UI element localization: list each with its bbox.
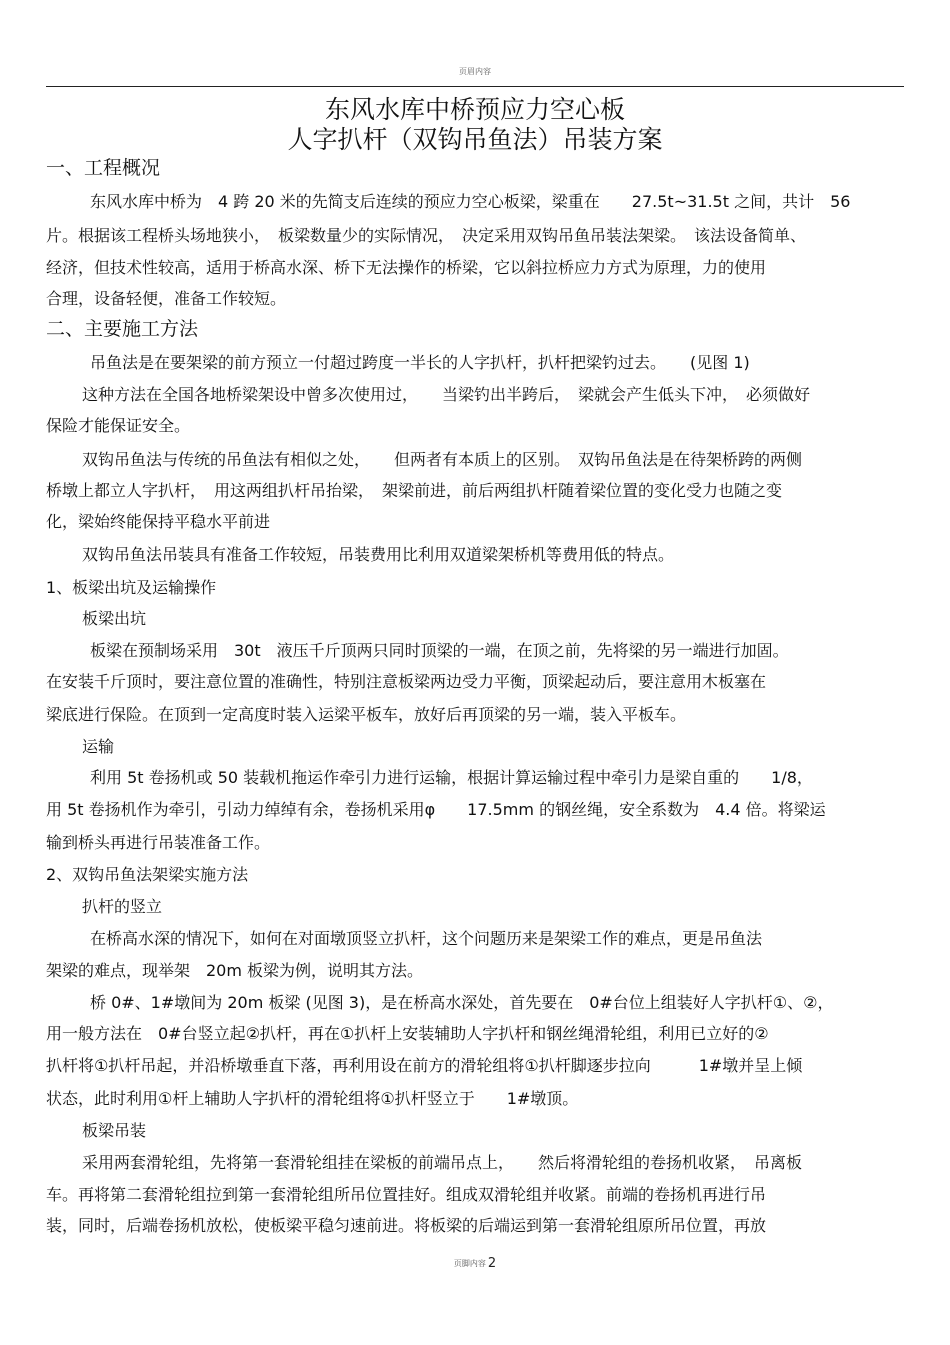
paragraph-line: 片。根据该工程桥头场地狭小， 板梁数量少的实际情况， 决定采用双钩吊鱼吊装法架梁。 该法设备简单、 [46, 226, 807, 245]
item-heading: 板梁吊装 [82, 1121, 147, 1140]
paragraph-line: 桥墩上都立人字扒杆， 用这两组扒杆吊抬梁， 架梁前进，前后两组扒杆随着梁位置的变化受力也随之变 [46, 481, 783, 500]
page-header: 页眉内容 [459, 67, 491, 76]
paragraph-line: 双钩吊鱼法与传统的吊鱼法有相似之处， 但两者有本质上的区别。 双钩吊鱼法是在待架桥跨的两侧 [82, 450, 803, 469]
paragraph-line: 装，同时，后端卷扬机放松，使板梁平稳匀速前进。将板梁的后端运到第一套滑轮组原所吊位置，再放 [46, 1216, 767, 1235]
header-divider [46, 86, 904, 87]
item-heading: 扒杆的竖立 [82, 897, 163, 916]
paragraph-line: 在安装千斤顶时，要注意位置的准确性，特别注意板梁两边受力平衡，顶梁起动后，要注意用木板塞在 [46, 672, 767, 691]
paragraph-line: 经济，但技术性较高，适用于桥高水深、桥下无法操作的桥梁，它以斜拉桥应力方式为原理，力的使用 [46, 258, 767, 277]
paragraph-line: 采用两套滑轮组，先将第一套滑轮组挂在梁板的前端吊点上， 然后将滑轮组的卷扬机收紧， 吊离板 [82, 1153, 803, 1172]
paragraph-line: 状态，此时利用①杆上辅助人字扒杆的滑轮组将①扒杆竖立于 1#墩顶。 [46, 1089, 579, 1108]
paragraph-line: 输到桥头再进行吊装准备工作。 [46, 833, 271, 852]
footer-text: 页脚内容 [453, 1259, 486, 1268]
subsection-heading: 2、双钩吊鱼法架梁实施方法 [46, 865, 249, 884]
section-heading-methods: 二、主要施工方法 [46, 318, 199, 340]
paragraph-line: 这种方法在全国各地桥梁架设中曾多次使用过， 当梁钓出半跨后， 梁就会产生低头下冲， 必须做好 [82, 385, 811, 404]
paragraph-line: 在桥高水深的情况下，如何在对面墩顶竖立扒杆，这个问题历来是架梁工作的难点，更是吊鱼法 [90, 929, 763, 948]
paragraph-line: 吊鱼法是在要架梁的前方预立一付超过跨度一半长的人字扒杆，扒杆把梁钓过去。 (见图 1) [90, 353, 750, 372]
paragraph-line: 利用 5t 卷扬机或 50 装载机拖运作牵引力进行运输，根据计算运输过程中牵引力是梁自重的 1/8， [90, 768, 813, 787]
paragraph-line: 板梁在预制场采用 30t 液压千斤顶两只同时顶梁的一端，在顶之前，先将梁的另一端进行加固。 [90, 641, 789, 660]
paragraph-line: 化，梁始终能保持平稳水平前进 [46, 512, 271, 531]
page-footer [0, 1253, 950, 1272]
paragraph-line: 车。再将第二套滑轮组拉到第一套滑轮组所吊位置挂好。组成双滑轮组并收紧。前端的卷扬机再进行吊 [46, 1185, 767, 1204]
paragraph-line: 扒杆将①扒杆吊起，并沿桥墩垂直下落，再利用设在前方的滑轮组将①扒杆脚逐步拉向 1#墩并呈上倾 [46, 1056, 803, 1075]
section-heading-overview: 一、工程概况 [46, 157, 161, 179]
document-title-line-2: 人字扒杆（双钩吊鱼法）吊装方案 [287, 125, 663, 154]
paragraph-line: 保险才能保证安全。 [46, 416, 191, 435]
page-number: 2 [487, 1256, 497, 1271]
paragraph-line: 梁底进行保险。在顶到一定高度时装入运梁平板车，放好后再顶梁的另一端，装入平板车。 [46, 705, 687, 724]
item-heading: 运输 [82, 737, 115, 756]
paragraph-line: 架梁的难点，现举架 20m 板梁为例，说明其方法。 [46, 961, 424, 980]
subsection-heading: 1、板梁出坑及运输操作 [46, 578, 217, 597]
paragraph-line: 双钩吊鱼法吊装具有准备工作较短，吊装费用比利用双道梁架桥机等费用低的特点。 [82, 545, 675, 564]
item-heading: 板梁出坑 [82, 609, 147, 628]
paragraph-line: 桥 0#、1#墩间为 20m 板梁 (见图 3)，是在桥高水深处，首先要在 0#台位上组装好人字扒杆①、②， [90, 993, 834, 1012]
paragraph-line: 东风水库中桥为 4 跨 20 米的先简支后连续的预应力空心板梁，梁重在 27.5t~31.5t 之间，共计 56 [90, 192, 851, 211]
document-title-line-1: 东风水库中桥预应力空心板 [324, 95, 625, 124]
paragraph-line: 合理，设备轻便，准备工作较短。 [46, 289, 287, 308]
paragraph-line: 用 5t 卷扬机作为牵引，引动力绰绰有余，卷扬机采用φ 17.5mm 的钢丝绳，安全系数为 4.4 倍。将梁运 [46, 800, 826, 819]
paragraph-line: 用一般方法在 0#台竖立起②扒杆，再在①扒杆上安装辅助人字扒杆和钢丝绳滑轮组，利用已立好的② [46, 1024, 769, 1043]
